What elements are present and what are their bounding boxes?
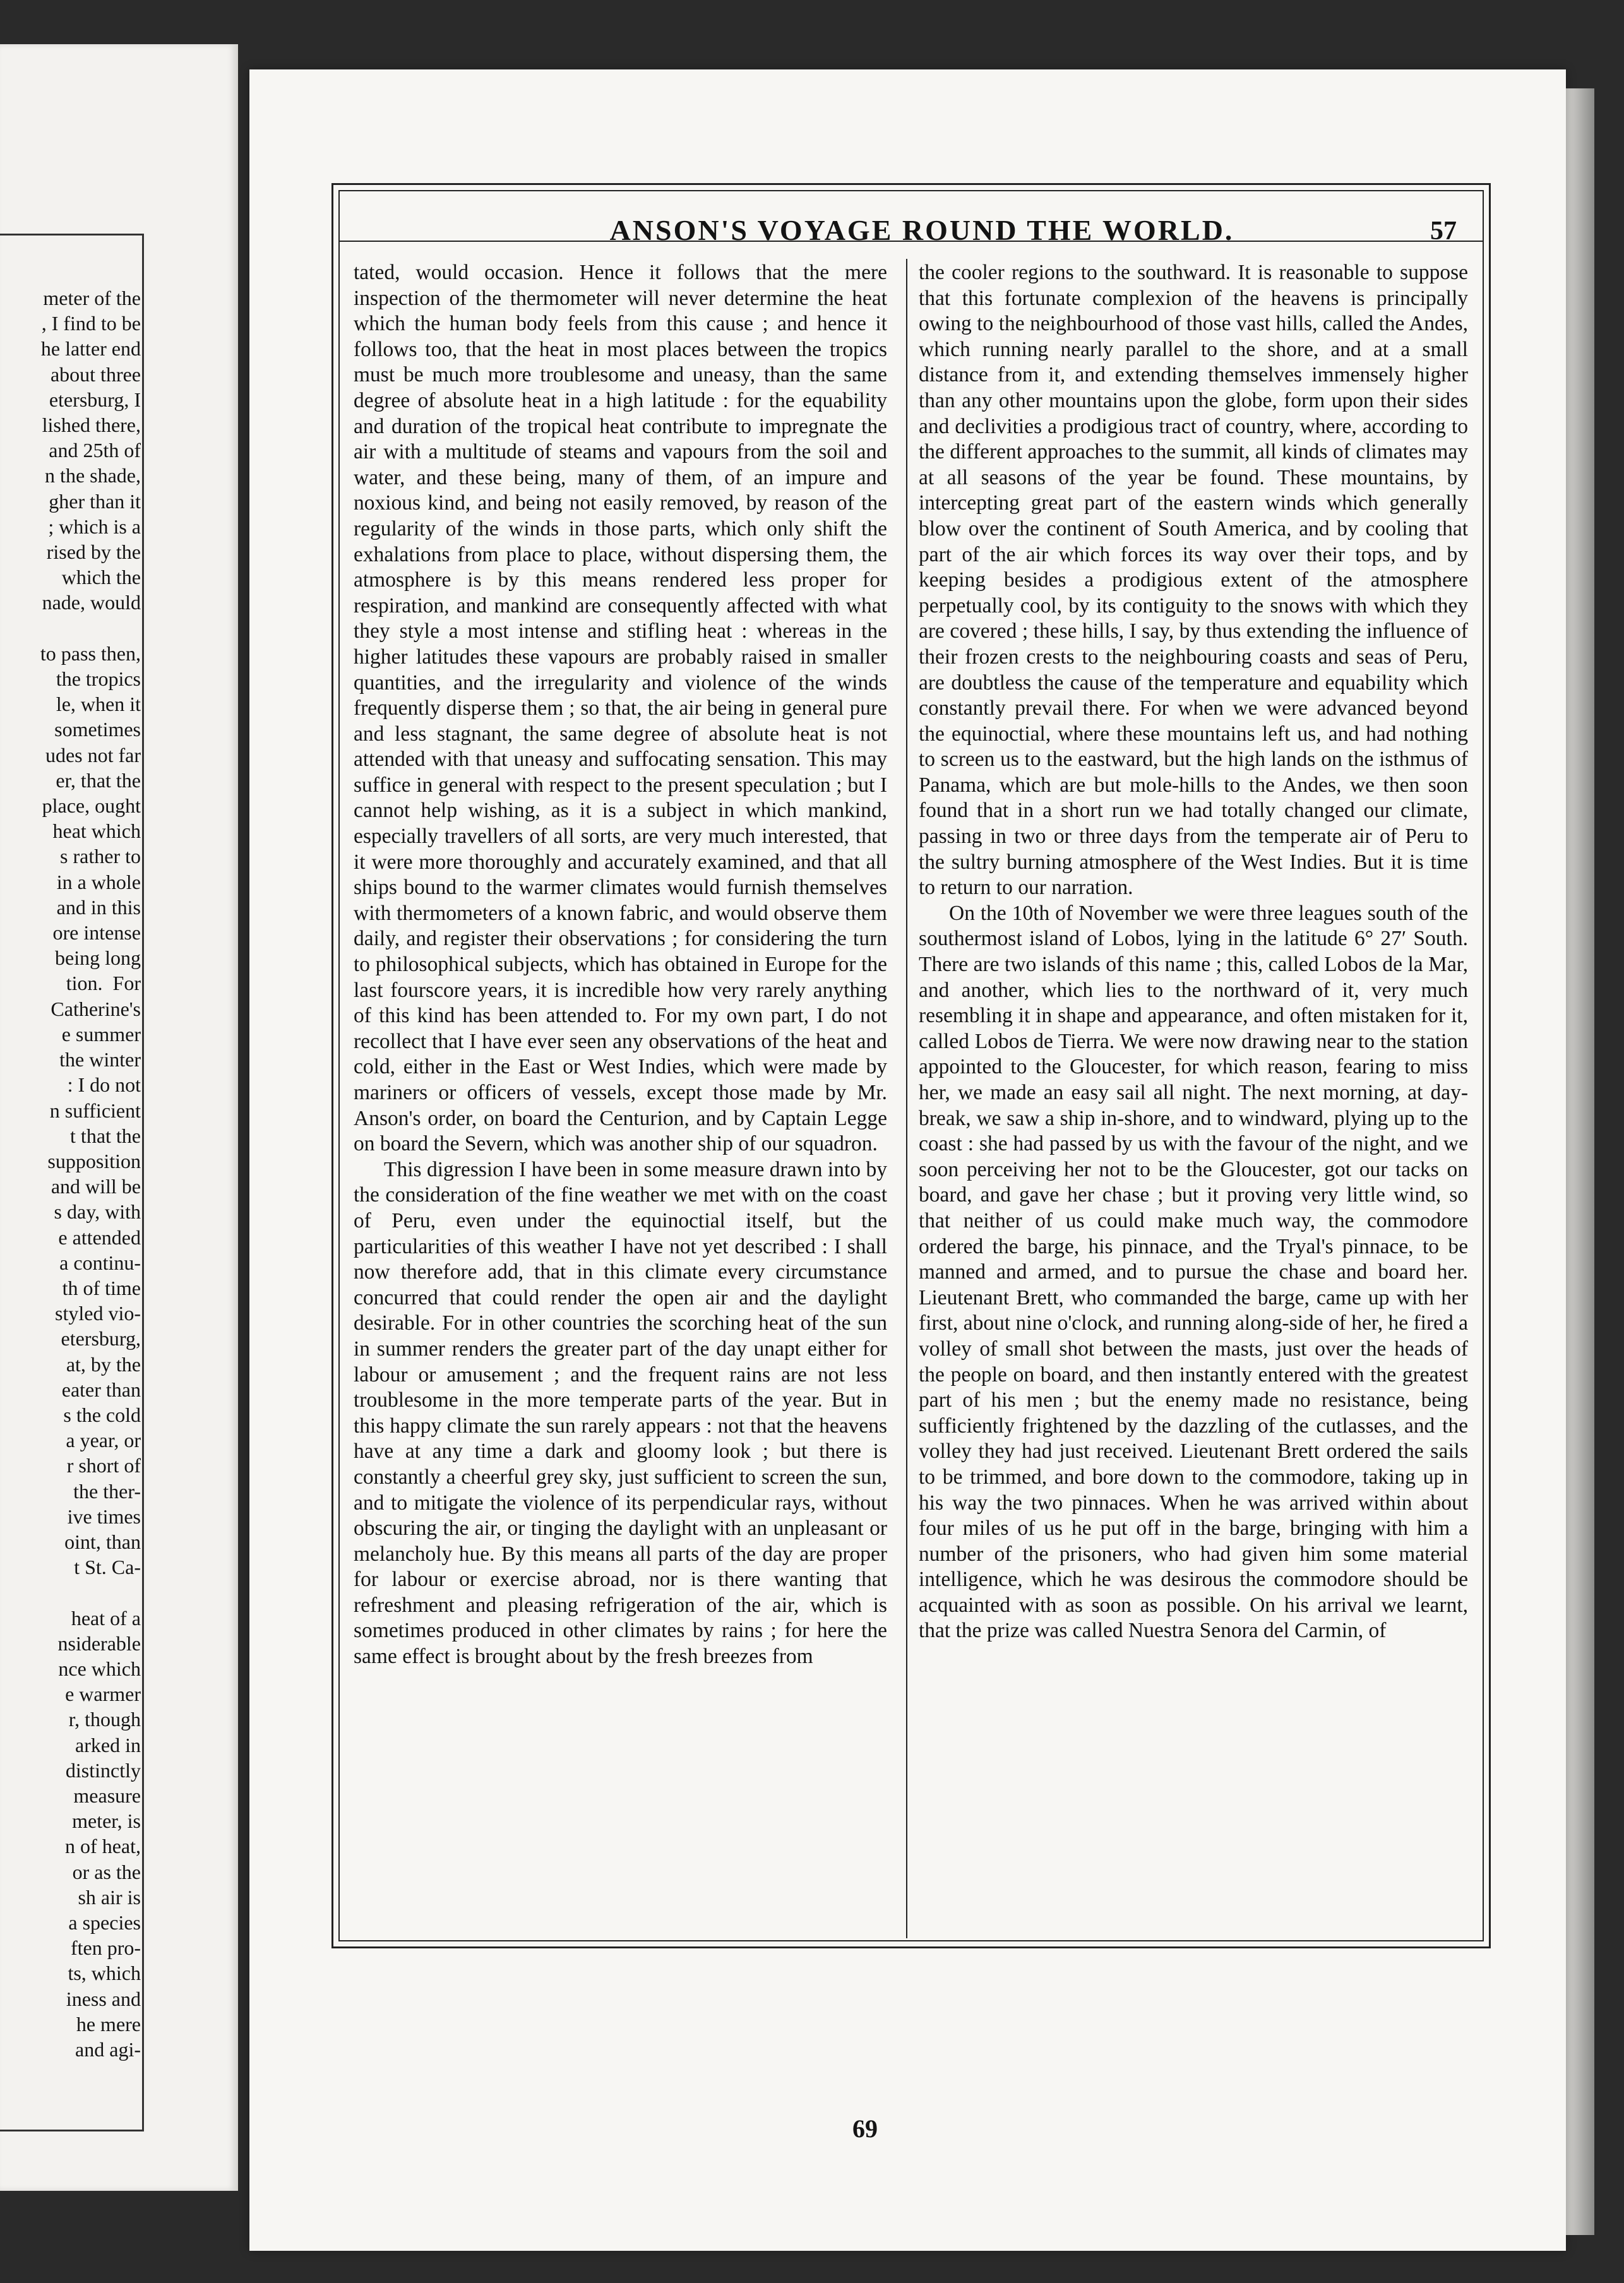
running-head: ANSON'S VOYAGE ROUND THE WORLD. — [609, 214, 1234, 246]
page-number: 69 — [852, 2114, 878, 2143]
right-column — [919, 260, 1468, 1895]
previous-page-text-fragment: meter of the , I find to be he latter end about three etersburg, I lished there, and 25th of n the shade, gher than it ; which is a rised by the which the nade, would to pass then, the tropics le, when it sometimes udes not far er, that the place, ought heat which s rather to in a whole and in this ore intense being long tion. For Catherine's e summer the winter : I do not n sufficient t that the supposition and will be s day, with e attended a continu- th of time styled vio- etersburg, at, by the eater than s the cold a year, or r short of the ther- ive times oint, than t St. Ca- heat of a nsiderable nce which e warmer r, though arked in distinctly measure meter, is n of heat, or as the sh air is a species ften pro- ts, which iness and he mere and agi- — [40, 287, 141, 2061]
paragraph: On the 10th of November we were three leagues south of the southermost island of Lobos, lying in the latitude 6° 27′ South. There are two islands of this name ; this, called Lobos de la Mar, and another, which lies to the northward of it, very much resembling it in shape and appearance, and often mistaken for it, called Lobos de Tierra. We were now drawing near to the station appointed to the Gloucester, for which reason, fearing to miss her, we made an easy sail all night. The next morning, at day-break, we saw a ship in-shore, and to windward, plying up to the coast : she had passed by us with the favour of the night, and we soon perceiving her not to be the Gloucester, got our tacks on board, and gave her chase ; but it proving very little wind, so that neither of us could make much way, the commodore ordered the barge, his pinnace, and the Tryal's pinnace, to be manned and armed, and to pursue the chase and board her. Lieutenant Brett, who commanded the barge, came up with her first, about nine o'clock, and running along-side of her, he fired a volley of small shot between the masts, just over the heads of the people on board, and then instantly entered with the greatest part of his men ; but the enemy made no resistance, being sufficiently frightened by the dazzling of the cutlasses, and the volley they had just received. Lieutenant Brett ordered the sails to be trimmed, and bore down to the commodore, taking up in his way the two pinnaces. When he was arrived within about four miles of us he put off in the barge, bringing with him a number of the prisoners, who had given him some material intelligence, which he was desirous the commodore should be acquainted with as soon as possible. On his arrival we learnt, that the prize was called Nuestra Senora del Carmin, of — [919, 901, 1468, 1643]
folio-number: 57 — [1430, 217, 1457, 246]
left-column — [354, 260, 887, 1895]
paragraph: the cooler regions to the southward. It is reasonable to suppose that this fortunate complexion of the heavens is principally owing to the neighbourhood of those vast hills, called the Andes, which running nearly parallel to the shore, and at a small distance from it, and extending themselves immensely higher than any other mountains upon the globe, form upon their sides and declivities a prodigious tract of country, where, according to the different approaches to the summit, all kinds of climates may at all seasons of the year be found. These mountains, by intercepting great part of the eastern winds which generally blow over the continent of South America, and by cooling that part of the air which forces its way over their tops, and by keeping besides a prodigious extent of the atmosphere perpetually cool, by its contiguity to the snows with which they are covered ; these hills, I say, by thus extending the influence of their frozen crests to the neighbouring coasts and seas of Peru, are doubtless the cause of the temperature and equability which constantly prevail there. For when we were advanced beyond the equinoctial, where these mountains left us, and had nothing to screen us to the eastward, but the high lands on the isthmus of Panama, which are but mole-hills to the Andes, we then soon found that in a short run we had totally changed our climate, passing in two or three days from the temperate air of Peru to the sultry burning atmosphere of the West Indies. But it is time to return to our narration. — [919, 261, 1468, 900]
paragraph: This digression I have been in some measure drawn into by the consideration of the fine weather we met with on the coast of Peru, even under the equinoctial itself, but the particularities of this weather I have not yet described : I shall now therefore add, that in this climate every circumstance concurred that could render the open air and the daylight desirable. For in other countries the scorching heat of the sun in summer renders the greater part of the day unapt either for labour or amusement ; and the frequent rains are not less troublesome in the more temperate parts of the year. But in this happy climate the sun rarely appears : not that the heavens have at any time a dark and gloomy look ; but there is constantly a cheerful grey sky, just sufficient to screen the sun, and to mitigate the violence of its perpendicular rays, without obscuring the air, or tinging the daylight with an unpleasant or melancholy hue. By this means all parts of the day are proper for labour or exercise abroad, nor is there wanting that refreshment and pleasing refrigeration of the air, which is sometimes produced in other climates by rains ; for here the same effect is brought about by the fresh breezes from — [354, 1157, 887, 1669]
page-edge — [1566, 88, 1594, 2235]
column-divider — [906, 259, 907, 1938]
paragraph: tated, would occasion. Hence it follows that the mere inspection of the thermometer will never determine the heat which the human body feels from this cause ; and hence it follows too, that the heat in most places between the tropics must be much more troublesome and uneasy, than the same degree of absolute heat in a high latitude : for the equability and duration of the tropical heat contribute to impregnate the air with a multitude of steams and vapours from the soil and water, and these being, many of them, of an impure and noxious kind, and being not easily removed, by reason of the regularity of the winds in those parts, which only shift the exhalations from place to place, without dispersing them, the atmosphere is by this means rendered less proper for respiration, and mankind are consequently affected with what they style a most intense and stifling heat : whereas in the higher latitudes these vapours are probably raised in smaller quantities, and the irregularity and violence of the winds frequently disperse them ; so that, the air being in general pure and less stagnant, the same degree of absolute heat is not attended with that uneasy and suffocating sensation. This may suffice in general with respect to the present speculation ; but I cannot help wishing, as it is a subject in which mankind, especially travellers of all sorts, are very much interested, that it were more thoroughly and accurately examined, and that all ships bound to the warmer climates would furnish themselves with thermometers of a known fabric, and would observe them daily, and register their observations ; for considering the turn to philosophical subjects, which has obtained in Europe for the last fourscore years, it is incredible how very rarely anything of this kind has been attended to. For my own part, I do not recollect that I have ever seen any observations of the heat and cold, either in the East or West Indies, which were made by mariners or officers of vessels, except those made by Mr. Anson's order, on board the Centurion, and by Captain Legge on board the Severn, which was another ship of our squadron. — [354, 261, 887, 1156]
previous-page — [0, 44, 238, 2191]
